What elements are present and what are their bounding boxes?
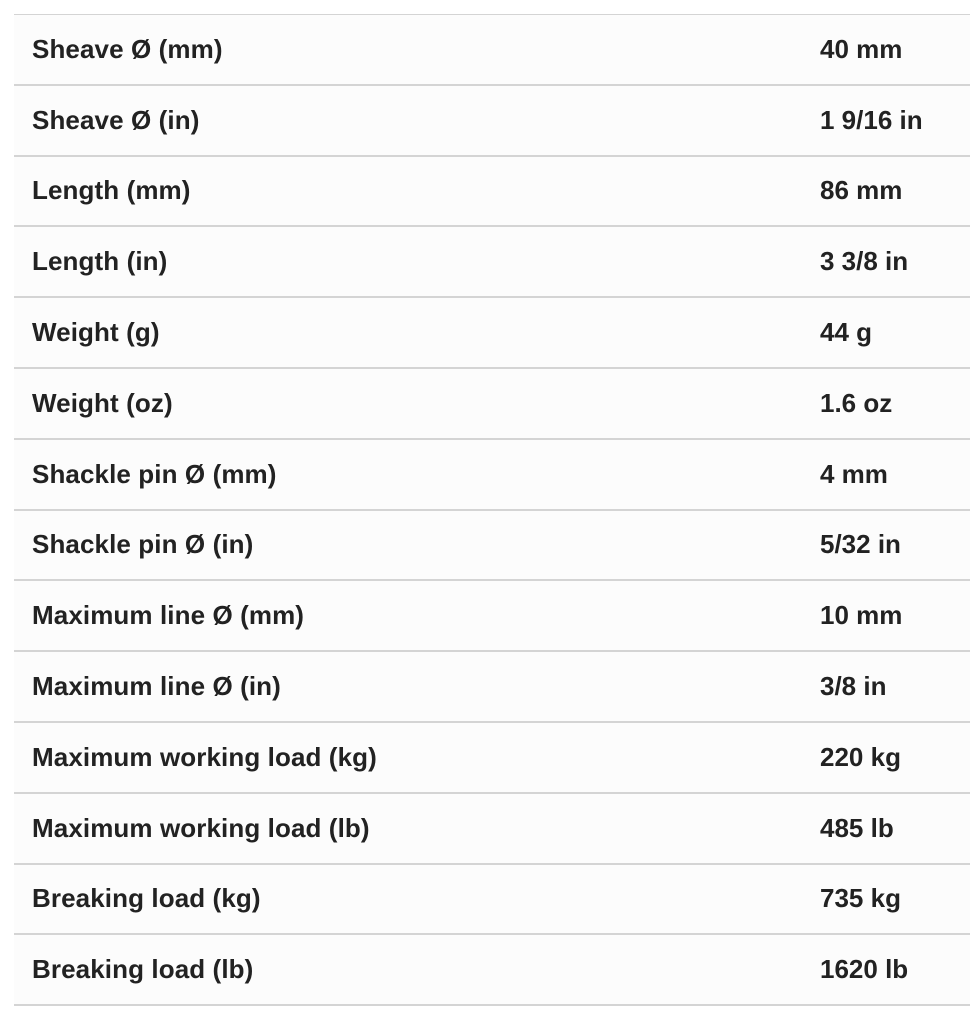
spec-label: Sheave Ø (in) bbox=[32, 104, 200, 135]
spec-row-length-in bbox=[14, 227, 970, 298]
spec-value: 4 mm bbox=[820, 458, 888, 489]
spec-row-weight-oz bbox=[14, 369, 970, 440]
spec-row-breaking-load-lb bbox=[14, 935, 970, 1006]
spec-label: Shackle pin Ø (in) bbox=[32, 529, 254, 560]
spec-label: Breaking load (kg) bbox=[32, 883, 261, 914]
spec-value: 220 kg bbox=[820, 741, 901, 772]
spec-label: Length (mm) bbox=[32, 175, 191, 206]
spec-value: 1620 lb bbox=[820, 954, 909, 985]
spec-row-max-working-load-lb bbox=[14, 794, 970, 865]
spec-row-shackle-pin-mm bbox=[14, 440, 970, 511]
spec-label: Maximum working load (lb) bbox=[32, 812, 370, 843]
spec-value: 1 9/16 in bbox=[820, 104, 923, 135]
spec-value: 40 mm bbox=[820, 33, 903, 64]
spec-label: Shackle pin Ø (mm) bbox=[32, 458, 277, 489]
spec-row-breaking-load-kg bbox=[14, 865, 970, 936]
spec-row-length-mm bbox=[14, 157, 970, 228]
spec-row-max-working-load-kg bbox=[14, 723, 970, 794]
spec-value: 10 mm bbox=[820, 600, 903, 631]
spec-label: Maximum line Ø (in) bbox=[32, 671, 281, 702]
spec-value: 1.6 oz bbox=[820, 387, 893, 418]
spec-value: 3/8 in bbox=[820, 671, 887, 702]
spec-label: Sheave Ø (mm) bbox=[32, 33, 223, 64]
spec-value: 86 mm bbox=[820, 175, 903, 206]
spec-row-max-line-in bbox=[14, 652, 970, 723]
spec-label: Breaking load (lb) bbox=[32, 954, 254, 985]
specifications-table bbox=[14, 14, 970, 1006]
spec-label: Weight (oz) bbox=[32, 387, 173, 418]
spec-row-sheave-diameter-in bbox=[14, 86, 970, 157]
spec-label: Maximum working load (kg) bbox=[32, 741, 377, 772]
spec-value: 3 3/8 in bbox=[820, 246, 909, 277]
spec-value: 485 lb bbox=[820, 812, 894, 843]
spec-label: Length (in) bbox=[32, 246, 168, 277]
spec-label: Maximum line Ø (mm) bbox=[32, 600, 305, 631]
spec-value: 44 g bbox=[820, 317, 873, 348]
spec-value: 5/32 in bbox=[820, 529, 901, 560]
spec-value: 735 kg bbox=[820, 883, 901, 914]
spec-row-max-line-mm bbox=[14, 581, 970, 652]
spec-label: Weight (g) bbox=[32, 317, 160, 348]
spec-row-weight-g bbox=[14, 298, 970, 369]
spec-row-sheave-diameter-mm bbox=[14, 15, 970, 86]
spec-row-shackle-pin-in bbox=[14, 511, 970, 582]
